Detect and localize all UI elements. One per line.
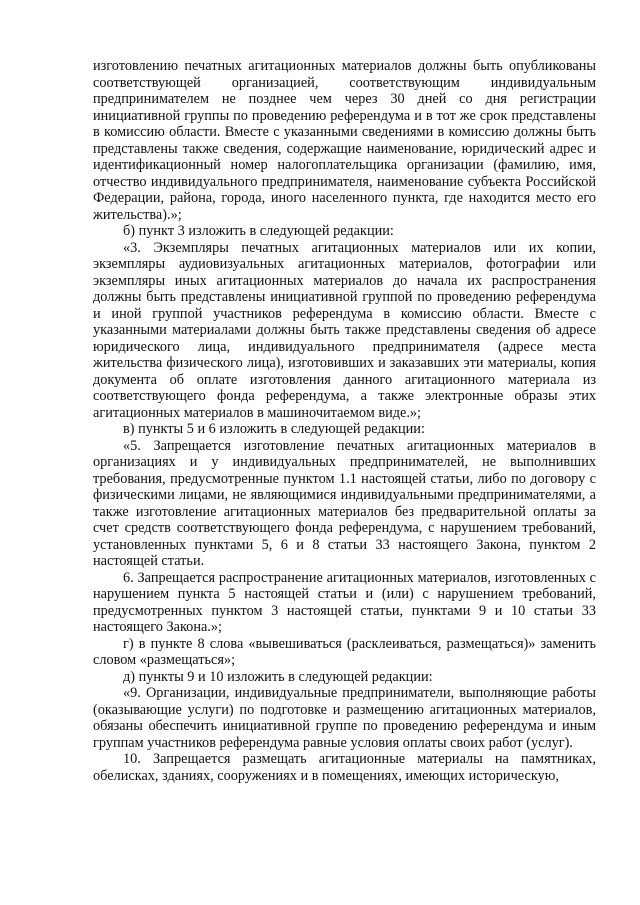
paragraph-point-3: «3. Экземпляры печатных агитационных материалов или их копии, экземпляры аудиовизуальных агитационных материалов, фотографии или экземпляры иных агитационных материалов до начала их распространения должны быть представлены инициативной группой по проведению референдума и иной группой участников референдума в комиссию области. Вместе с указанными материалами должны быть также представлены сведения об адресе юридического лица, индивидуального предпринимателя (адресе места жительства физического лица), изготовивших и заказавших эти материалы, копия документа об оплате изготовления данного агитационного материала из соответствующего фонда референдума, а также электронные образы этих агитационных материалов в машиночитаемом виде.»; <box>93 239 596 421</box>
document-page <box>93 58 596 784</box>
paragraph-point-6: 6. Запрещается распространение агитационных материалов, изготовленных с нарушением пункта 5 настоящей статьи и (или) с нарушением требований, предусмотренных пунктом 3 настоящей статьи, пунктами 9 и 10 статьи 33 настоящего Закона.»; <box>93 569 596 635</box>
paragraph-item-d: д) пункты 9 и 10 изложить в следующей редакции: <box>123 668 433 685</box>
paragraph-point-5: «5. Запрещается изготовление печатных агитационных материалов в организациях и у индивидуальных предпринимателей, не выполнивших требования, предусмотренные пунктом 1.1 настоящей статьи, либо по договору с физическими лицами, не являющимися индивидуальными предпринимателями, а также изготовление агитационных материалов без предварительной оплаты за счет средств соответствующего фонда референдума, с нарушением требований, установленных пунктами 5, 6 и 8 статьи 33 настоящего Закона, пунктом 2 настоящей статьи. <box>93 437 596 569</box>
paragraph-point-10: 10. Запрещается размещать агитационные материалы на памятниках, обелисках, зданиях, сооружениях и в помещениях, имеющих историческую, <box>93 751 596 784</box>
paragraph-item-v: в) пункты 5 и 6 изложить в следующей редакции: <box>123 421 425 437</box>
paragraph-point-9: «9. Организации, индивидуальные предприниматели, выполняющие работы (оказывающие услуги) по подготовке и размещению агитационных материалов, обязаны обеспечить инициативной группе по проведению референдума и иным группам участников референдума равные условия оплаты своих работ (услуг). <box>93 685 596 751</box>
paragraph-continuation: изготовлению печатных агитационных материалов должны быть опубликованы соответствующей организацией, соответствующим индивидуальным предпринимателем не позднее чем через 30 дней со дня регистрации инициативной группы по проведению референдума и в тот же срок представлены в комиссию области. Вместе с указанными сведениями в комиссию должны быть представлены также сведения, содержащие наименование, юридический адрес и идентификационный номер налогоплательщика организации (фамилию, имя, отчество индивидуального предпринимателя, наименование субъекта Российской Федерации, района, города, иного населенного пункта, где находится место его жительства).»; <box>93 58 596 223</box>
paragraph-item-g: г) в пункте 8 слова «вывешиваться (расклеиваться, размещаться)» заменить словом «размещаться»; <box>93 635 596 668</box>
paragraph-item-b: б) пункт 3 изложить в следующей редакции: <box>123 223 394 239</box>
